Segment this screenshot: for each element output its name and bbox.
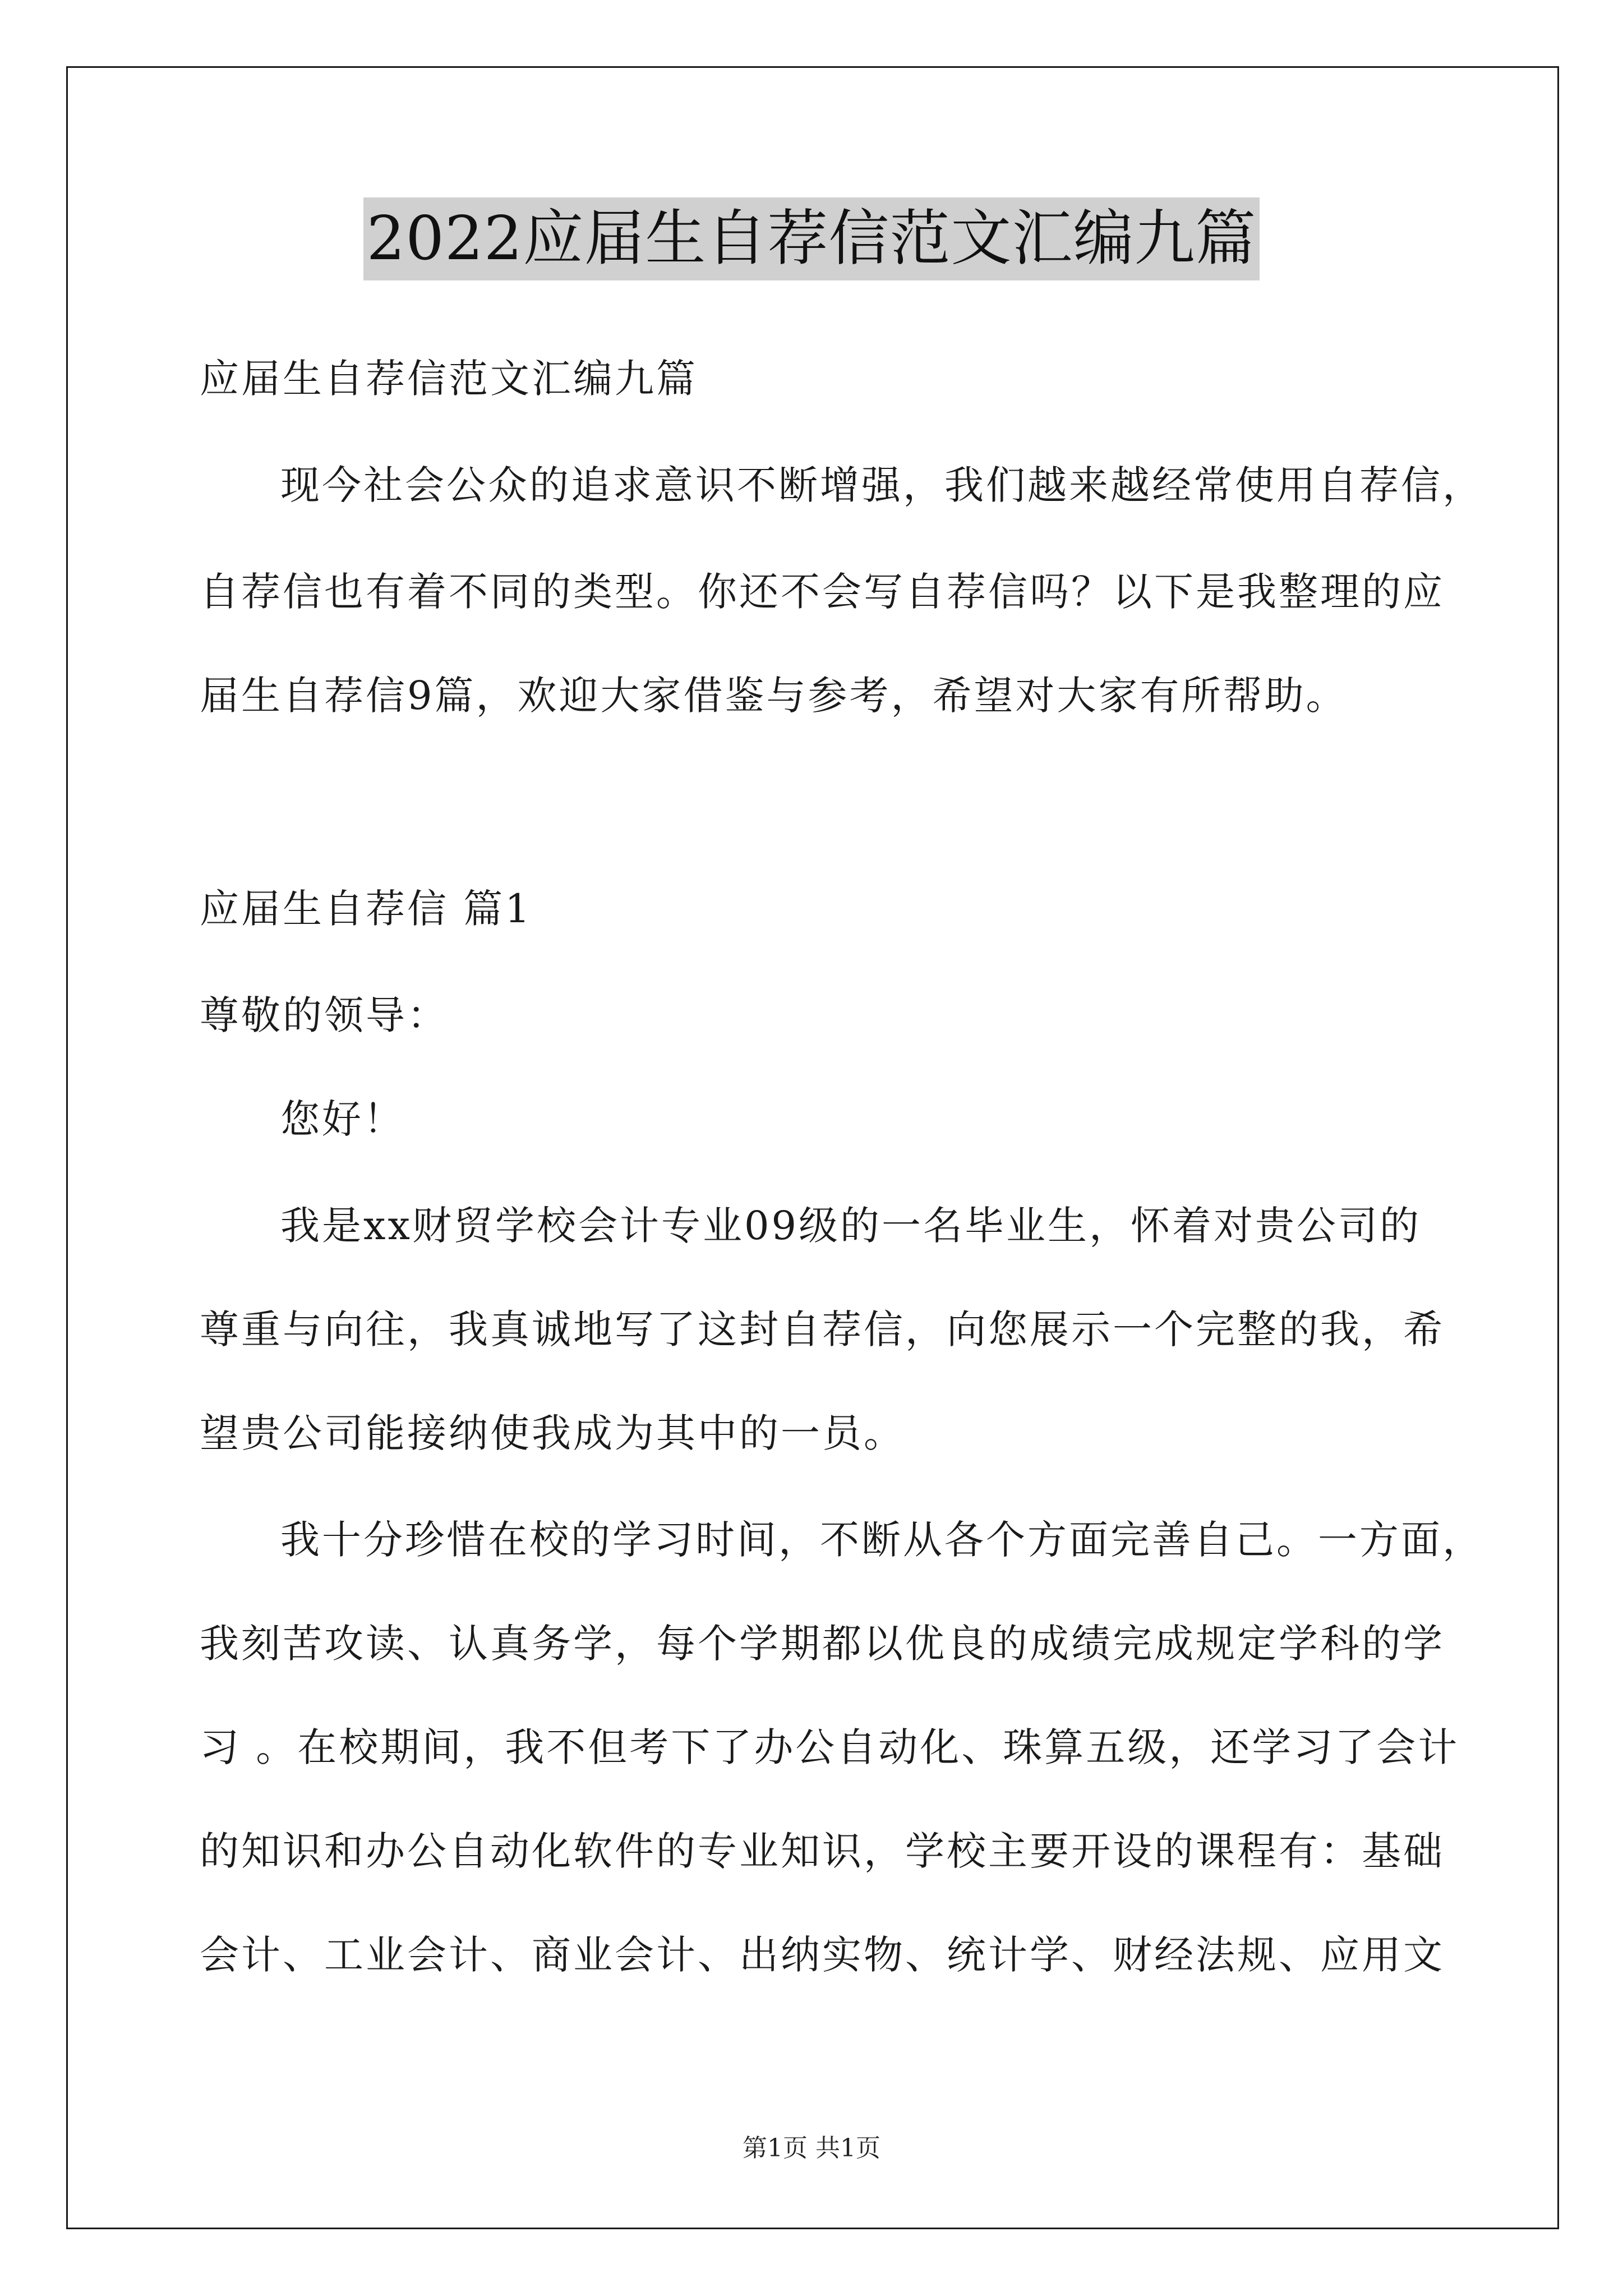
document-title: 2022应届生自荐信范文汇编九篇 — [363, 197, 1260, 280]
paragraph-line: 我刻苦攻读、认真务学，每个学期都以优良的成绩完成规定学科的学 — [200, 1621, 1445, 1667]
paragraph-line: 的知识和办公自动化软件的专业知识，学校主要开设的课程有：基础 — [200, 1828, 1445, 1874]
paragraph-line: 我十分珍惜在校的学习时间，不断从各个方面完善自己。一方面， — [280, 1517, 1484, 1563]
paragraph-line: 习 。在校期间，我不但考下了办公自动化、珠算五级，还学习了会计 — [200, 1724, 1460, 1770]
paragraph-line: 尊重与向往，我真诚地写了这封自荐信，向您展示一个完整的我，希 — [200, 1306, 1445, 1352]
greeting: 您好！ — [280, 1096, 405, 1142]
salutation: 尊敬的领导： — [200, 992, 449, 1038]
paragraph-line: 自荐信也有着不同的类型。你还不会写自荐信吗？以下是我整理的应 — [200, 569, 1445, 615]
title-container — [0, 197, 1623, 280]
paragraph-line: 会计、工业会计、商业会计、出纳实物、统计学、财经法规、应用文 — [200, 1932, 1445, 1978]
paragraph-line: 届生自荐信9篇，欢迎大家借鉴与参考，希望对大家有所帮助。 — [200, 673, 1348, 719]
section-heading: 应届生自荐信 篇1 — [200, 886, 532, 932]
page-number-footer: 第1页 共1页 — [743, 2134, 880, 2162]
paragraph-line: 我是xx财贸学校会计专业09级的一名毕业生，怀着对贵公司的 — [280, 1203, 1422, 1249]
subtitle-line: 应届生自荐信范文汇编九篇 — [200, 356, 698, 402]
paragraph-line: 望贵公司能接纳使我成为其中的一员。 — [200, 1410, 905, 1456]
paragraph-line: 现今社会公众的追求意识不断增强，我们越来越经常使用自荐信， — [280, 462, 1484, 508]
